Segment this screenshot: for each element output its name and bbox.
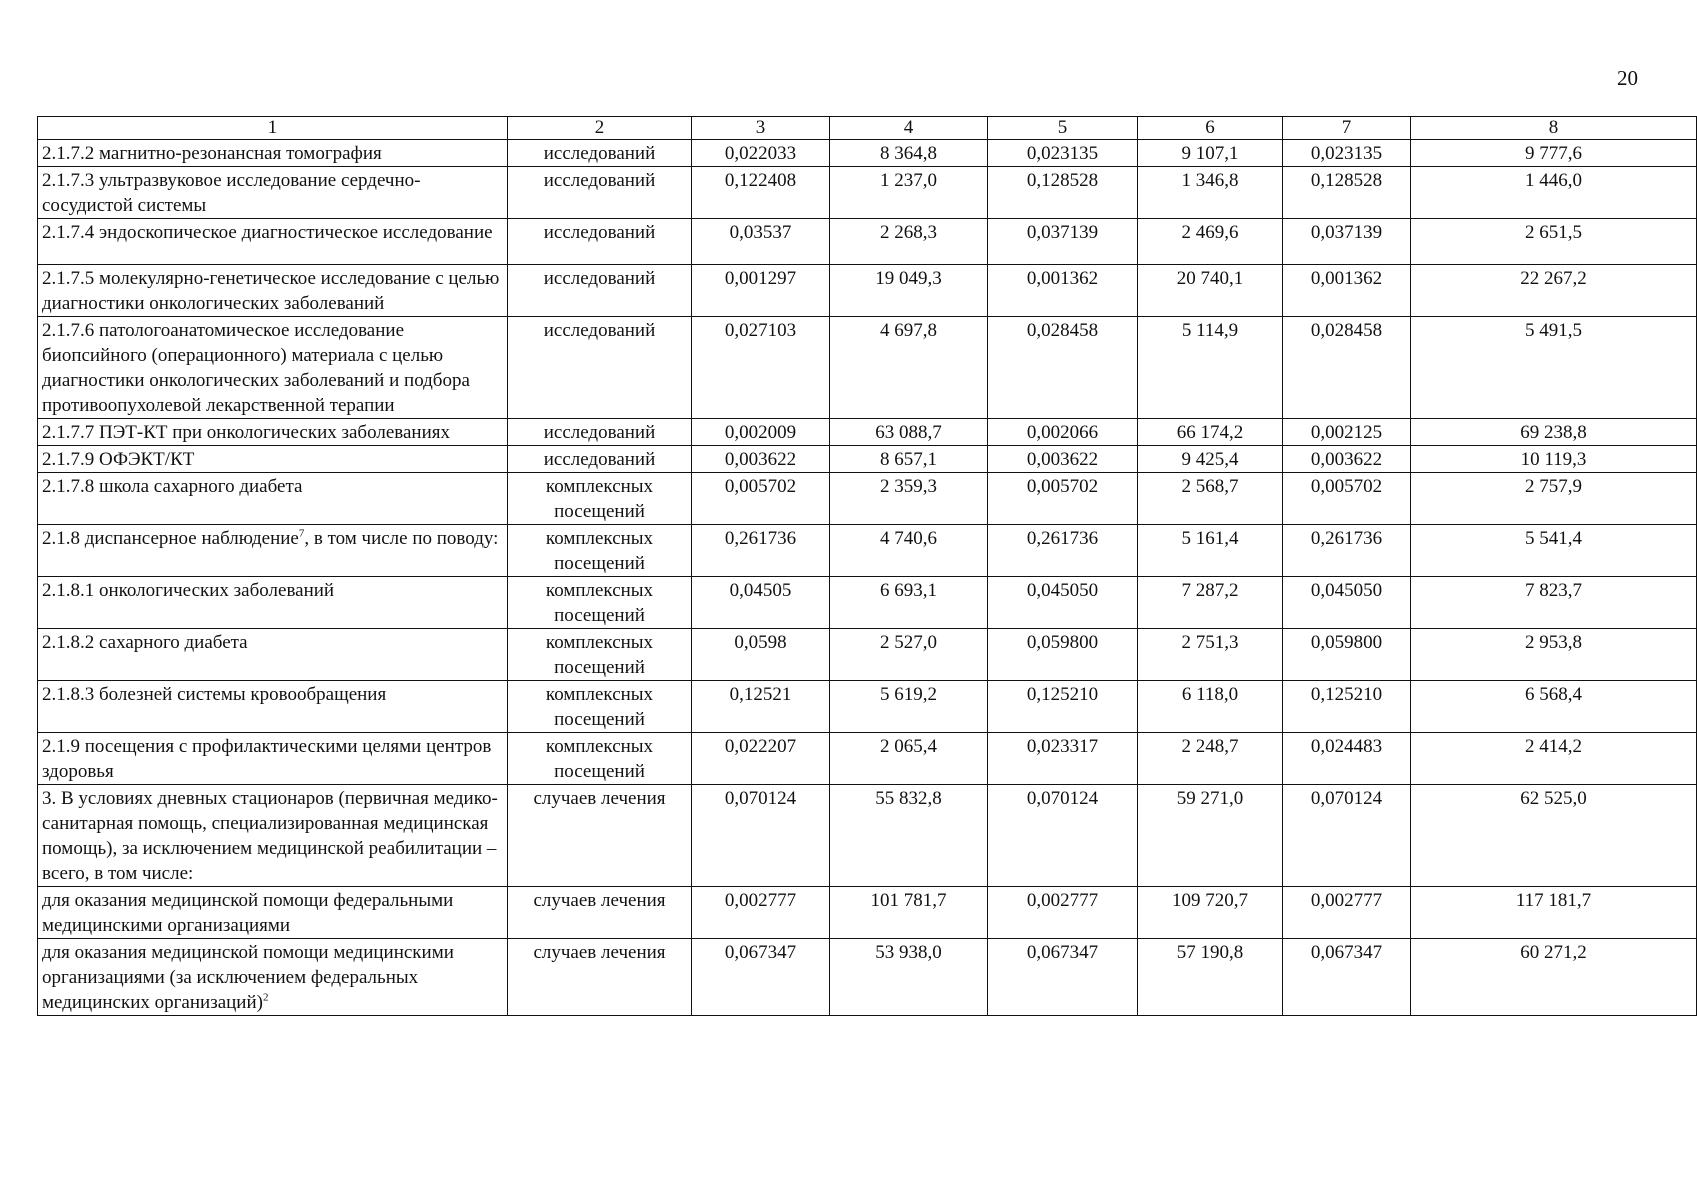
value-cell-v3: 0,001297 xyxy=(692,265,830,317)
row-name: для оказания медицинской помощи федеральными медицинскими организациями xyxy=(42,890,454,936)
value-cell-v3: 0,03537 xyxy=(692,219,830,265)
table-row xyxy=(38,785,1697,887)
header-cell: 3 xyxy=(692,117,830,140)
row-unit: случаев лечения xyxy=(508,785,692,887)
value-cell-v5: 0,125210 xyxy=(988,681,1138,733)
table-row xyxy=(38,577,1697,629)
table-row xyxy=(38,167,1697,219)
value-cell-v3: 0,067347 xyxy=(692,939,830,1016)
value-cell-v8: 2 953,8 xyxy=(1411,629,1697,681)
table-row xyxy=(38,939,1697,1016)
row-unit: комплексных посещений xyxy=(508,733,692,785)
value-cell-v4: 2 527,0 xyxy=(830,629,988,681)
row-name: 2.1.8 диспансерное наблюдение xyxy=(42,528,299,549)
value-cell-v3: 0,04505 xyxy=(692,577,830,629)
value-cell-v7: 0,261736 xyxy=(1283,525,1411,577)
row-name: 2.1.7.5 молекулярно-генетическое исследование с целью диагностики онкологических заболеваний xyxy=(42,268,500,314)
value-cell-v8: 6 568,4 xyxy=(1411,681,1697,733)
row-unit: исследований xyxy=(508,265,692,317)
row-name-cell xyxy=(38,140,508,167)
value-cell-v6: 9 107,1 xyxy=(1138,140,1283,167)
row-unit: случаев лечения xyxy=(508,887,692,939)
value-cell-v4: 8 364,8 xyxy=(830,140,988,167)
row-unit: исследований xyxy=(508,219,692,265)
value-cell-v3: 0,022207 xyxy=(692,733,830,785)
value-cell-v3: 0,261736 xyxy=(692,525,830,577)
value-cell-v6: 5 114,9 xyxy=(1138,317,1283,419)
value-cell-v8: 2 651,5 xyxy=(1411,219,1697,265)
value-cell-v6: 66 174,2 xyxy=(1138,419,1283,446)
footnote-marker: 7 xyxy=(298,527,305,540)
value-cell-v4: 8 657,1 xyxy=(830,446,988,473)
value-cell-v7: 0,070124 xyxy=(1283,785,1411,887)
value-cell-v6: 2 751,3 xyxy=(1138,629,1283,681)
value-cell-v6: 7 287,2 xyxy=(1138,577,1283,629)
row-unit: случаев лечения xyxy=(508,939,692,1016)
value-cell-v8: 22 267,2 xyxy=(1411,265,1697,317)
value-cell-v6: 2 568,7 xyxy=(1138,473,1283,525)
row-name: 2.1.8.3 болезней системы кровообращения xyxy=(42,684,387,705)
row-name-cell xyxy=(38,577,508,629)
value-cell-v4: 5 619,2 xyxy=(830,681,988,733)
value-cell-v6: 5 161,4 xyxy=(1138,525,1283,577)
row-unit: исследований xyxy=(508,167,692,219)
row-name: 2.1.7.8 школа сахарного диабета xyxy=(42,476,303,497)
row-name-cell xyxy=(38,317,508,419)
page-number: 20 xyxy=(1617,66,1638,90)
value-cell-v8: 5 541,4 xyxy=(1411,525,1697,577)
table-row xyxy=(38,446,1697,473)
value-cell-v5: 0,067347 xyxy=(988,939,1138,1016)
row-unit: комплексных посещений xyxy=(508,525,692,577)
row-unit: комплексных посещений xyxy=(508,577,692,629)
value-cell-v5: 0,023135 xyxy=(988,140,1138,167)
value-cell-v5: 0,001362 xyxy=(988,265,1138,317)
value-cell-v8: 1 446,0 xyxy=(1411,167,1697,219)
row-name-cell xyxy=(38,419,508,446)
value-cell-v4: 6 693,1 xyxy=(830,577,988,629)
value-cell-v8: 9 777,6 xyxy=(1411,140,1697,167)
row-name-cell xyxy=(38,887,508,939)
header-cell: 5 xyxy=(988,117,1138,140)
footnote-marker: 2 xyxy=(262,991,269,1004)
row-name: 2.1.8.1 онкологических заболеваний xyxy=(42,580,335,601)
value-cell-v8: 60 271,2 xyxy=(1411,939,1697,1016)
value-cell-v7: 0,023135 xyxy=(1283,140,1411,167)
value-cell-v6: 59 271,0 xyxy=(1138,785,1283,887)
value-cell-v4: 1 237,0 xyxy=(830,167,988,219)
value-cell-v5: 0,059800 xyxy=(988,629,1138,681)
value-cell-v6: 57 190,8 xyxy=(1138,939,1283,1016)
table-row xyxy=(38,317,1697,419)
row-name: 2.1.7.4 эндоскопическое диагностическое исследование xyxy=(42,222,493,243)
row-name-cell xyxy=(38,939,508,1016)
value-cell-v7: 0,024483 xyxy=(1283,733,1411,785)
value-cell-v3: 0,122408 xyxy=(692,167,830,219)
value-cell-v4: 4 740,6 xyxy=(830,525,988,577)
header-cell: 8 xyxy=(1411,117,1697,140)
value-cell-v7: 0,005702 xyxy=(1283,473,1411,525)
row-name: 2.1.8.2 сахарного диабета xyxy=(42,632,248,653)
value-cell-v7: 0,001362 xyxy=(1283,265,1411,317)
row-name: 2.1.7.9 ОФЭКТ/КТ xyxy=(42,449,195,470)
row-unit: исследований xyxy=(508,419,692,446)
row-unit: комплексных посещений xyxy=(508,629,692,681)
value-cell-v8: 62 525,0 xyxy=(1411,785,1697,887)
row-name-tail: , в том числе по поводу: xyxy=(304,528,499,549)
value-cell-v6: 20 740,1 xyxy=(1138,265,1283,317)
value-cell-v6: 2 248,7 xyxy=(1138,733,1283,785)
value-cell-v5: 0,070124 xyxy=(988,785,1138,887)
value-cell-v8: 69 238,8 xyxy=(1411,419,1697,446)
value-cell-v5: 0,002777 xyxy=(988,887,1138,939)
value-cell-v8: 10 119,3 xyxy=(1411,446,1697,473)
row-name-cell xyxy=(38,681,508,733)
value-cell-v3: 0,027103 xyxy=(692,317,830,419)
value-cell-v4: 55 832,8 xyxy=(830,785,988,887)
header-cell: 4 xyxy=(830,117,988,140)
value-cell-v8: 117 181,7 xyxy=(1411,887,1697,939)
value-cell-v3: 0,022033 xyxy=(692,140,830,167)
row-name-cell xyxy=(38,629,508,681)
value-cell-v7: 0,037139 xyxy=(1283,219,1411,265)
value-cell-v3: 0,002777 xyxy=(692,887,830,939)
row-unit: исследований xyxy=(508,140,692,167)
table-row xyxy=(38,473,1697,525)
value-cell-v7: 0,125210 xyxy=(1283,681,1411,733)
row-unit: комплексных посещений xyxy=(508,681,692,733)
table-row xyxy=(38,419,1697,446)
row-unit: исследований xyxy=(508,446,692,473)
row-name: 2.1.7.6 патологоанатомическое исследование биопсийного (операционного) материала с целью диагностики онкологических заболеваний и подбора противоопухолевой лекарственной терапии xyxy=(42,320,470,416)
table-header-row xyxy=(38,117,1697,140)
value-cell-v5: 0,005702 xyxy=(988,473,1138,525)
value-cell-v7: 0,002125 xyxy=(1283,419,1411,446)
value-cell-v4: 19 049,3 xyxy=(830,265,988,317)
row-name-cell xyxy=(38,265,508,317)
value-cell-v3: 0,002009 xyxy=(692,419,830,446)
value-cell-v6: 1 346,8 xyxy=(1138,167,1283,219)
header-cell: 7 xyxy=(1283,117,1411,140)
value-cell-v8: 5 491,5 xyxy=(1411,317,1697,419)
value-cell-v4: 53 938,0 xyxy=(830,939,988,1016)
row-name: 2.1.9 посещения с профилактическими целями центров здоровья xyxy=(42,736,492,782)
value-cell-v8: 2 757,9 xyxy=(1411,473,1697,525)
value-cell-v3: 0,070124 xyxy=(692,785,830,887)
value-cell-v7: 0,002777 xyxy=(1283,887,1411,939)
value-cell-v5: 0,261736 xyxy=(988,525,1138,577)
value-cell-v6: 9 425,4 xyxy=(1138,446,1283,473)
row-name-cell xyxy=(38,167,508,219)
row-name-cell xyxy=(38,473,508,525)
row-name-cell xyxy=(38,525,508,577)
value-cell-v4: 63 088,7 xyxy=(830,419,988,446)
row-name: 2.1.7.7 ПЭТ-КТ при онкологических заболеваниях xyxy=(42,422,450,443)
value-cell-v3: 0,12521 xyxy=(692,681,830,733)
value-cell-v6: 6 118,0 xyxy=(1138,681,1283,733)
value-cell-v7: 0,067347 xyxy=(1283,939,1411,1016)
value-cell-v5: 0,037139 xyxy=(988,219,1138,265)
row-unit: исследований xyxy=(508,317,692,419)
row-unit: комплексных посещений xyxy=(508,473,692,525)
row-name-cell xyxy=(38,219,508,265)
row-name-cell xyxy=(38,785,508,887)
value-cell-v3: 0,005702 xyxy=(692,473,830,525)
value-cell-v4: 101 781,7 xyxy=(830,887,988,939)
value-cell-v5: 0,128528 xyxy=(988,167,1138,219)
table-row xyxy=(38,629,1697,681)
value-cell-v5: 0,028458 xyxy=(988,317,1138,419)
value-cell-v5: 0,023317 xyxy=(988,733,1138,785)
value-cell-v5: 0,003622 xyxy=(988,446,1138,473)
table-row xyxy=(38,681,1697,733)
value-cell-v8: 7 823,7 xyxy=(1411,577,1697,629)
data-table xyxy=(37,116,1697,1016)
value-cell-v5: 0,045050 xyxy=(988,577,1138,629)
row-name: 2.1.7.2 магнитно-резонансная томография xyxy=(42,143,382,164)
table-row xyxy=(38,733,1697,785)
table-row xyxy=(38,265,1697,317)
row-name: для оказания медицинской помощи медицинскими организациями (за исключением федеральных медицинских организаций) xyxy=(42,942,454,1013)
header-cell: 1 xyxy=(38,117,508,140)
table-row xyxy=(38,219,1697,265)
table-row xyxy=(38,525,1697,577)
value-cell-v4: 2 065,4 xyxy=(830,733,988,785)
value-cell-v4: 2 359,3 xyxy=(830,473,988,525)
row-name: 2.1.7.3 ультразвуковое исследование сердечно-сосудистой системы xyxy=(42,170,421,216)
value-cell-v7: 0,045050 xyxy=(1283,577,1411,629)
value-cell-v4: 2 268,3 xyxy=(830,219,988,265)
value-cell-v5: 0,002066 xyxy=(988,419,1138,446)
value-cell-v3: 0,0598 xyxy=(692,629,830,681)
value-cell-v7: 0,059800 xyxy=(1283,629,1411,681)
value-cell-v4: 4 697,8 xyxy=(830,317,988,419)
value-cell-v7: 0,128528 xyxy=(1283,167,1411,219)
value-cell-v6: 2 469,6 xyxy=(1138,219,1283,265)
value-cell-v6: 109 720,7 xyxy=(1138,887,1283,939)
row-name-cell xyxy=(38,733,508,785)
value-cell-v7: 0,028458 xyxy=(1283,317,1411,419)
value-cell-v3: 0,003622 xyxy=(692,446,830,473)
header-cell: 2 xyxy=(508,117,692,140)
row-name-cell xyxy=(38,446,508,473)
table-row xyxy=(38,140,1697,167)
value-cell-v8: 2 414,2 xyxy=(1411,733,1697,785)
header-cell: 6 xyxy=(1138,117,1283,140)
value-cell-v7: 0,003622 xyxy=(1283,446,1411,473)
table-row xyxy=(38,887,1697,939)
row-name: 3. В условиях дневных стационаров (первичная медико-санитарная помощь, специализированная медицинская помощь), за исключением медицинской реабилитации – всего, в том числе: xyxy=(42,788,498,884)
